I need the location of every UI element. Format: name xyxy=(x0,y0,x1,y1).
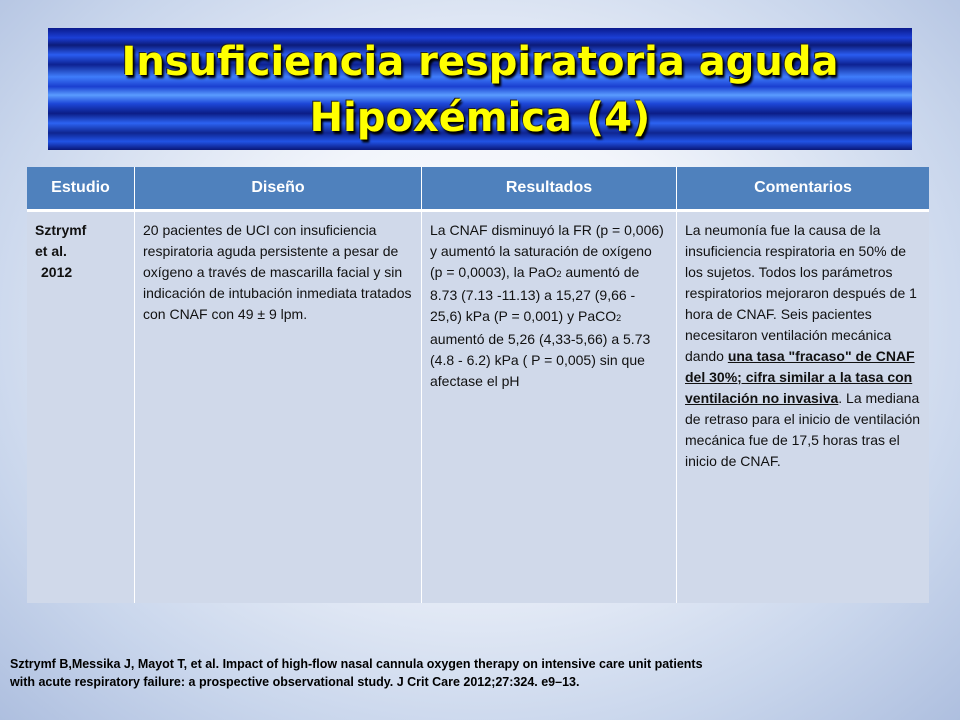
reference-citation xyxy=(10,655,950,691)
results-sub-2: 2 xyxy=(616,313,622,323)
slide-title xyxy=(48,34,912,146)
comments-text-2: . La mediana de retraso para el inicio de ventilación mecánica fue de 17,5 horas tras el inicio de CNAF. xyxy=(685,390,921,469)
comments-emphasis: una tasa "fracaso" de CNAF del 30%; cifra similar a la tasa con ventilación no invasiva xyxy=(685,348,915,406)
title-line-2: Hipoxémica (4) xyxy=(309,95,651,141)
title-line-1: Insuficiencia respiratoria aguda xyxy=(121,39,839,85)
reference-line-2: with acute respiratory failure: a prospective observational study. J Crit Care 2012;27:324. e9–13. xyxy=(10,675,580,689)
comments-text-1: La neumonía fue la causa de la insuficiencia respiratoria en 50% de los sujetos. Todos los parámetros respiratorios mejoraron después de 1 hora de CNAF. Seis pacientes necesitaron ventilación mecánica dando xyxy=(685,222,917,364)
study-etal: et al. xyxy=(35,243,67,259)
results-text-2: aumentó de 8.73 (7.13 -11.13) a 15,27 (9,66 - 25,6) kPa (P = 0,001) y PaCO xyxy=(430,264,640,324)
header-diseno: Diseño xyxy=(135,167,422,211)
study-author: Sztrymf xyxy=(35,222,87,238)
table-row xyxy=(27,211,929,604)
cell-design xyxy=(135,211,422,604)
header-comentarios: Comentarios xyxy=(677,167,930,211)
study-table xyxy=(27,167,929,603)
table-header-row xyxy=(27,167,929,211)
header-resultados: Resultados xyxy=(422,167,677,211)
design-text: 20 pacientes de UCI con insuficiencia respiratoria aguda persistente a pesar de oxígeno a través de mascarilla facial y sin indicación de intubación inmediata tratados con CNAF con 49 ± 9 lpm. xyxy=(143,222,412,322)
reference-line-1: Sztrymf B,Messika J, Mayot T, et al. Impact of high-flow nasal cannula oxygen therapy on intensive care unit patients xyxy=(10,657,703,671)
title-banner xyxy=(48,28,912,150)
cell-study xyxy=(27,211,135,604)
header-estudio: Estudio xyxy=(27,167,135,211)
results-text-3: aumentó de 5,26 (4,33-5,66) a 5.73 (4.8 - 6.2) kPa ( P = 0,005) sin que afectase el pH xyxy=(430,331,651,389)
results-sub-1: 2 xyxy=(556,269,562,279)
results-text-1: La CNAF disminuyó la FR (p = 0,006) y aumentó la saturación de oxígeno (p = 0,0003), la PaO xyxy=(430,222,664,280)
cell-comments xyxy=(677,211,930,604)
cell-results xyxy=(422,211,677,604)
study-year: 2012 xyxy=(41,264,73,280)
